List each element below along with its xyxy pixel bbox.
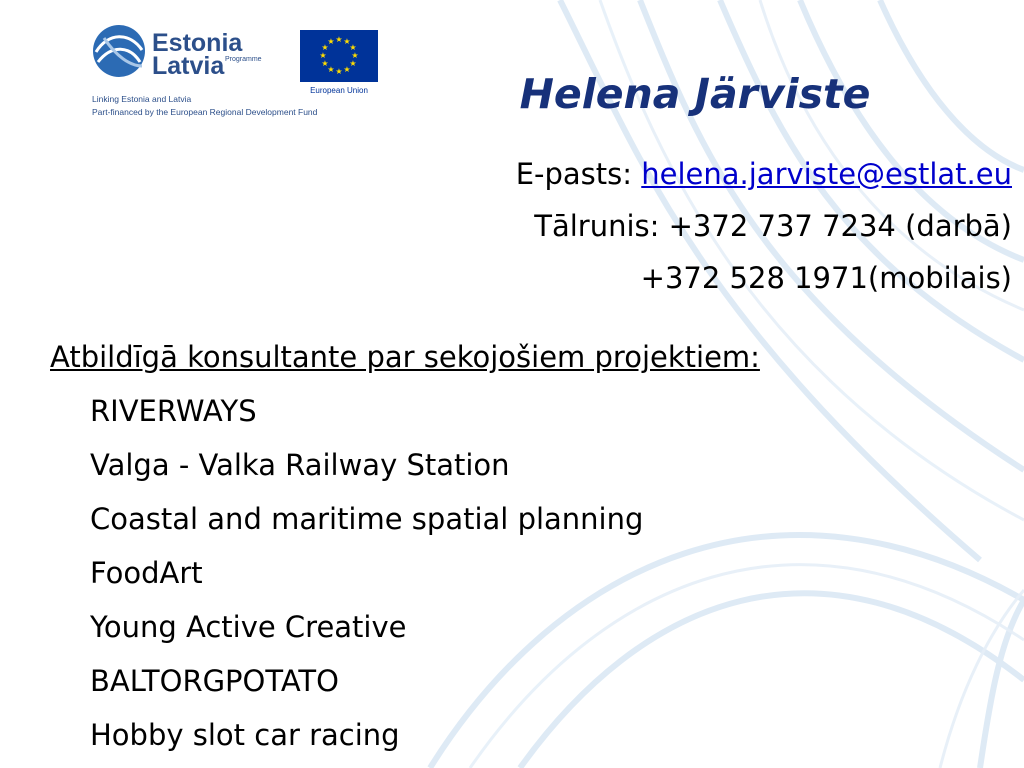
logo-word-estonia: Estonia	[152, 29, 243, 57]
logo-tagline-2: Part-financed by the European Regional Development Fund	[92, 107, 318, 117]
programme-logo	[90, 22, 390, 122]
svg-text:★: ★	[335, 35, 343, 44]
contact-name: Helena Järviste	[519, 70, 871, 118]
project-item: Valga - Valka Railway Station	[90, 448, 510, 482]
svg-text:★: ★	[327, 65, 335, 74]
svg-text:★: ★	[343, 65, 351, 74]
svg-text:★: ★	[335, 67, 343, 76]
project-item: Young Active Creative	[90, 610, 407, 644]
email-label: E-pasts:	[515, 157, 642, 191]
projects-list	[50, 384, 760, 762]
svg-text:★: ★	[351, 51, 359, 60]
phone-work: Tālrunis: +372 737 7234 (darbā)	[534, 209, 1012, 243]
svg-text:★: ★	[349, 59, 357, 68]
phone-mobile: +372 528 1971(mobilais)	[640, 261, 1012, 295]
svg-text:★: ★	[321, 59, 329, 68]
project-item: RIVERWAYS	[90, 394, 257, 428]
programme-globe-icon	[90, 22, 148, 80]
eu-label: European Union	[310, 86, 368, 95]
projects-section	[50, 330, 760, 762]
eu-flag-icon	[300, 30, 378, 82]
logo-word-latvia: Latvia	[152, 52, 225, 80]
logo-programme-word: Programme	[225, 56, 262, 63]
projects-heading: Atbildīgā konsultante par sekojošiem projektiem:	[50, 340, 760, 374]
svg-text:★: ★	[319, 51, 327, 60]
svg-text:★: ★	[343, 37, 351, 46]
contact-details	[516, 148, 1012, 304]
email-link[interactable]: helena.jarviste@estlat.eu	[641, 157, 1012, 191]
email-line	[516, 148, 1012, 200]
project-item: Coastal and maritime spatial planning	[90, 502, 644, 536]
svg-text:★: ★	[321, 43, 329, 52]
project-item: FoodArt	[90, 556, 203, 590]
svg-text:★: ★	[327, 37, 335, 46]
project-item: Hobby slot car racing	[90, 718, 400, 752]
svg-text:★: ★	[349, 43, 357, 52]
logo-tagline-1: Linking Estonia and Latvia	[92, 94, 192, 104]
project-item: BALTORGPOTATO	[90, 664, 339, 698]
